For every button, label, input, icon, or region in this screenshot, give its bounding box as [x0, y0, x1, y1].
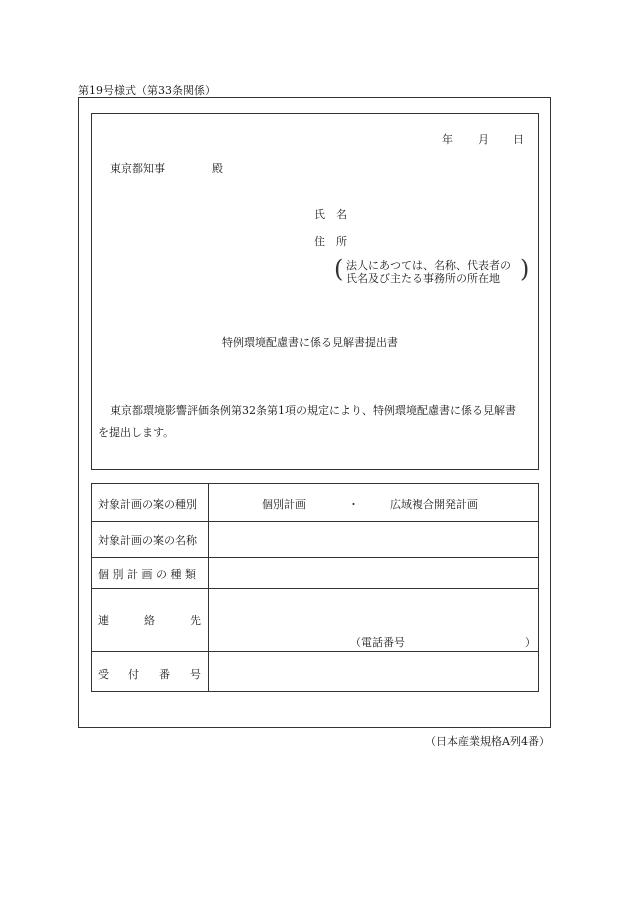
table-row-divider-2	[92, 557, 538, 558]
addressee-honorific: 殿	[212, 162, 223, 175]
plan-type-separator: ・	[348, 498, 359, 511]
addressee-name: 東京都知事	[110, 162, 165, 175]
applicant-note	[346, 259, 511, 285]
statement-box	[91, 113, 539, 470]
receipt-label-4: 号	[190, 668, 201, 681]
note-bracket-left: (	[334, 255, 344, 283]
phone-number-close: ）	[525, 636, 536, 649]
phone-number-open: （電話番号	[350, 636, 405, 649]
receipt-label-2: 付	[128, 668, 139, 681]
note-bracket-right: )	[520, 255, 530, 283]
form-number-header: 第19号様式（第33条関係）	[78, 84, 216, 97]
receipt-label-1: 受	[98, 668, 109, 681]
receipt-label-3: 番	[159, 668, 170, 681]
date-month-label: 月	[478, 133, 489, 146]
document-title: 特例環境配慮書に係る見解書提出書	[222, 336, 398, 349]
body-text-line2: を提出します。	[98, 426, 175, 439]
applicant-name-label: 氏 名	[314, 208, 347, 221]
individual-plan-kind-label: 個 別 計 画 の 種 類	[98, 568, 196, 581]
details-table	[91, 483, 539, 692]
contact-label-2: 絡	[144, 614, 155, 627]
contact-label-1: 連	[98, 614, 109, 627]
applicant-address-label: 住 所	[314, 235, 347, 248]
plan-type-option-wide-area: 広域複合開発計画	[390, 498, 478, 511]
table-row-divider-3	[92, 588, 538, 589]
table-row-divider-4	[92, 651, 538, 652]
plan-name-label: 対象計画の案の名称	[98, 534, 197, 547]
paper-size-footer: （日本産業規格A列4番）	[425, 735, 550, 748]
plan-type-label: 対象計画の案の種別	[98, 498, 197, 511]
contact-label-3: 先	[190, 614, 201, 627]
date-year-label: 年	[442, 133, 453, 146]
applicant-note-line1: 法人にあつては、名称、代表者の	[346, 259, 511, 272]
plan-type-option-individual: 個別計画	[262, 498, 306, 511]
table-row-divider-1	[92, 521, 538, 522]
date-day-label: 日	[513, 133, 524, 146]
body-text-line1: 東京都環境影響評価条例第32条第1項の規定により、特例環境配慮書に係る見解書	[110, 404, 516, 417]
applicant-note-line2: 氏名及び主たる事務所の所在地	[346, 272, 500, 285]
